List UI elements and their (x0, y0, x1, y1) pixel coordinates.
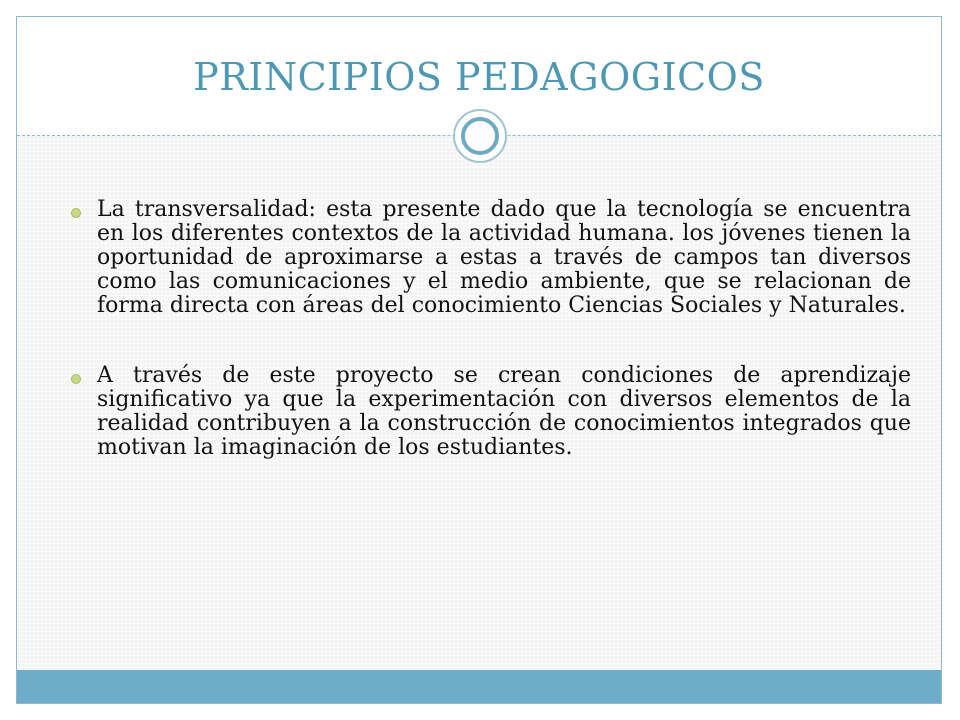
bullet-dot-icon (71, 208, 81, 218)
bullet-text: A través de este proyecto se crean condiciones de aprendizaje significativo ya que la experimentación con diversos elementos de la realidad contribuyen a la construcción de conocimientos integrados que motivan la imaginación de los estudiantes. (97, 363, 911, 460)
slide (16, 16, 942, 704)
bullet-text: La transversalidad: esta presente dado que la tecnología se encuentra en los diferentes contextos de la actividad humana. los jóvenes tienen la oportunidad de aproximarse a estas a través de campos tan diversos como las comunicaciones y el medio ambiente, que se relacionan de forma directa con áreas del conocimiento Ciencias Sociales y Naturales. (97, 197, 911, 318)
bullet-item (67, 198, 911, 318)
inner-ring-icon (461, 117, 499, 155)
bullet-item (67, 364, 911, 460)
circle-ring-icon (453, 109, 507, 163)
footer-bar (17, 670, 941, 703)
slide-title: PRINCIPIOS PEDAGOGICOS (193, 55, 765, 99)
bullet-dot-icon (71, 374, 81, 384)
bullet-list (67, 198, 911, 506)
content-area (17, 136, 941, 672)
